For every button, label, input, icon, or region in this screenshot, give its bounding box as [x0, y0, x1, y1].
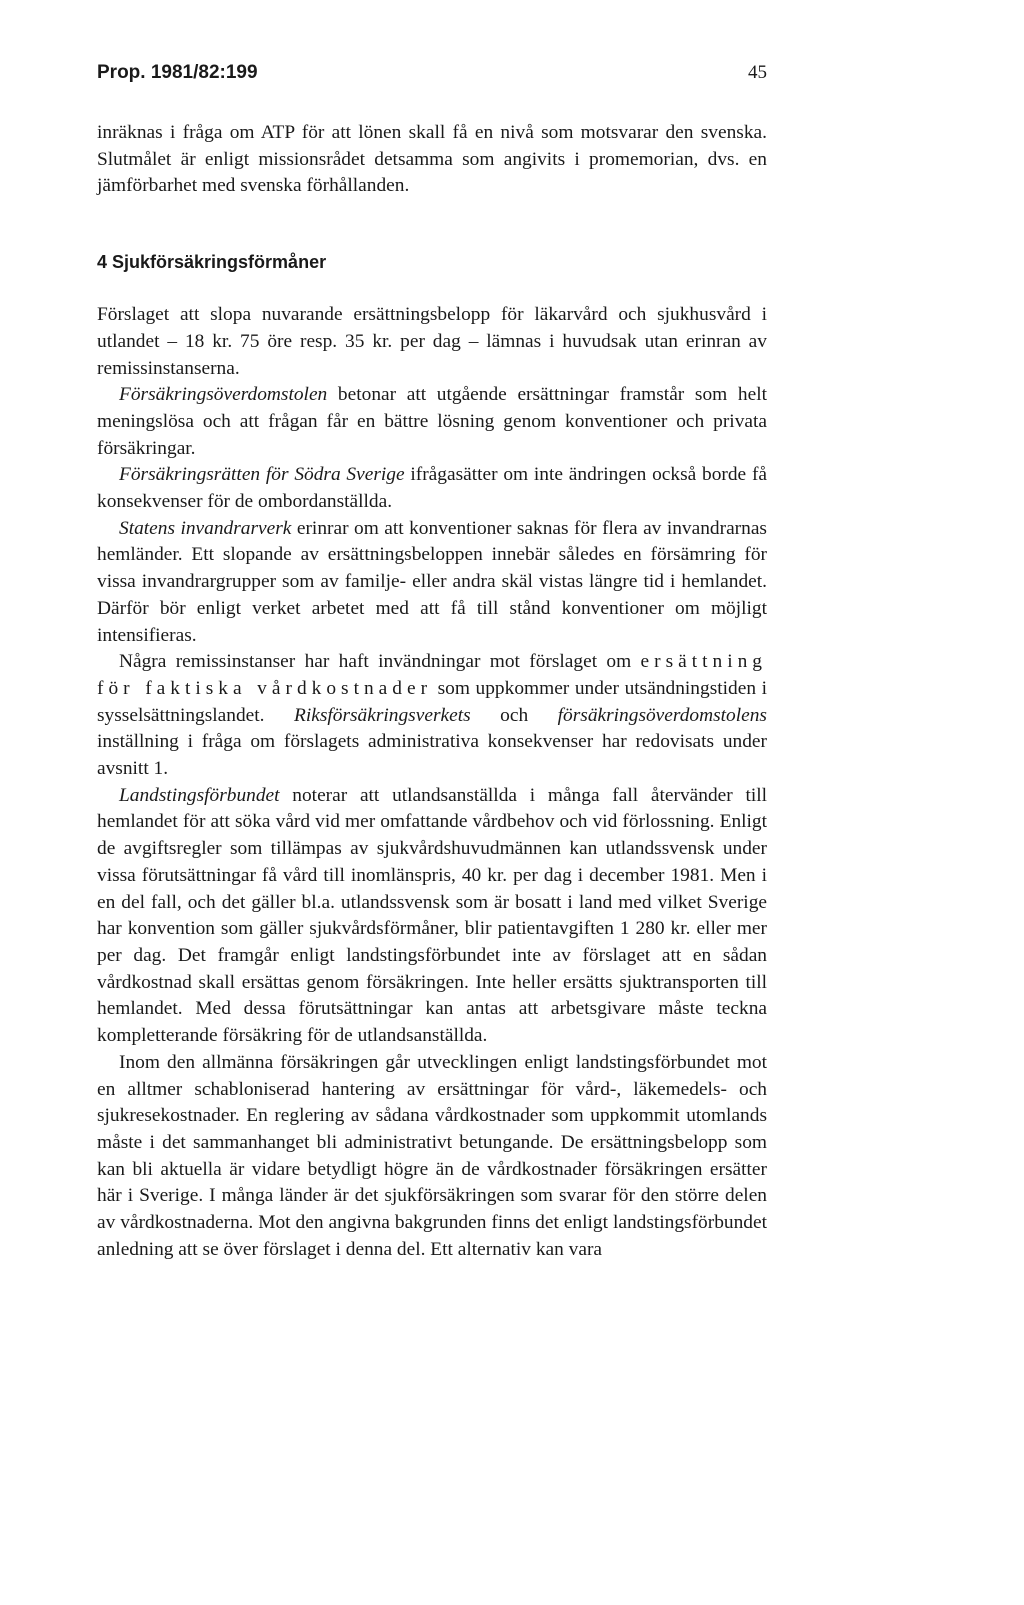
organization-name: Riksförsäkringsverkets	[294, 704, 471, 726]
paragraph: Landstingsförbundet noterar att utlandsanställda i många fall återvänder till hemlandet för att söka vård vid mer omfattande vårdbehov och vid förlossning. Enligt de avgiftsregler som tillämpas av sjukvårdshuvudmännen kan utlandssvensk under vissa förutsättningar få vård till inomlänspris, 40 kr. per dag i december 1981. Men i en del fall, och det gäller bl.a. utlandssvensk som är bosatt i land med vilket Sverige har konvention som gäller sjukvårdsförmåner, blir patientavgiften 1 280 kr. eller mer per dag. Det framgår enligt landstingsförbundet inte av förslaget att en sådan vårdkostnad skall ersättas genom försäkringen. Inte heller ersätts sjuktransporten till hemlandet. Med dessa förutsättningar kan antas att arbetsgivare måste teckna kompletterande försäkring för de utlandsanställda.	[97, 784, 767, 1047]
organization-name: Försäkringsrätten för Södra Sverige	[119, 464, 405, 486]
paragraph: Försäkringsrätten för Södra Sverige ifrågasätter om inte ändringen också borde få konsekvenser för de ombordanställda.	[97, 464, 768, 513]
document-reference: Prop. 1981/82:199	[97, 62, 258, 83]
organization-name: Försäkringsöverdomstolen	[119, 384, 328, 406]
paragraph: Försäkringsöverdomstolen betonar att utgående ersättningar framstår som helt meningslösa och att frågan får en bättre lösning genom konventioner och privata försäkringar.	[97, 384, 767, 459]
spaced-emphasis: ersättning för faktiska vårdkostnader	[97, 651, 767, 699]
page-number: 45	[748, 62, 767, 83]
paragraph: Statens invandrarverk erinrar om att konventioner saknas för flera av invandrarnas hemländer. Ett slopande av ersättningsbeloppen innebär således en försämring för vissa invandrargrupper som av familje- eller andra skäl vistas längre tid i hemlandet. Därför bör enligt verket arbetet med att få till stånd konventioner om möjligt intensifieras.	[97, 517, 767, 646]
section-heading: 4 Sjukförsäkringsförmåner	[97, 252, 327, 273]
organization-name: Statens invandrarverk	[119, 517, 292, 539]
page-header	[97, 62, 767, 84]
organization-name: Landstingsförbundet	[119, 784, 280, 806]
organization-name: försäkringsöverdomstolens	[557, 704, 767, 726]
paragraph-continued: inräknas i fråga om ATP för att lönen skall få en nivå som motsvarar den svenska. Slutmålet är enligt missionsrådet detsamma som angivits i promemorian, dvs. en jämförbarhet med svenska förhållanden.	[97, 122, 767, 197]
document-body	[97, 120, 767, 1263]
paragraph: Förslaget att slopa nuvarande ersättningsbelopp för läkarvård och sjukhusvård i utlandet – 18 kr. 75 öre resp. 35 kr. per dag – lämnas i huvudsak utan erinran av remissinstanserna.	[97, 304, 767, 379]
paragraph: Några remissinstanser har haft invändningar mot förslaget om ersättning för faktiska vårdkostnader som uppkommer under utsändningstiden i sysselsättningslandet. Riksförsäkringsverkets och försäkringsöverdomstolens inställning i fråga om förslagets administrativa konsekvenser har redovisats under avsnitt 1.	[97, 651, 767, 780]
paragraph: Inom den allmänna försäkringen går utvecklingen enligt landstingsförbundet mot en alltmer schabloniserad hantering av ersättningar för vård-, läkemedels- och sjukresekostnader. En reglering av sådana vårdkostnader som uppkommit utomlands måste i det sammanhanget bli administrativt betungande. De ersättningsbelopp som kan bli aktuella är vidare betydligt högre än de vårdkostnader försäkringen ersätter här i Sverige. I många länder är det sjukförsäkringen som svarar för den större delen av vårdkostnaderna. Mot den angivna bakgrunden finns det enligt landstingsförbundet anledning att se över förslaget i denna del. Ett alternativ kan vara	[97, 1051, 767, 1260]
